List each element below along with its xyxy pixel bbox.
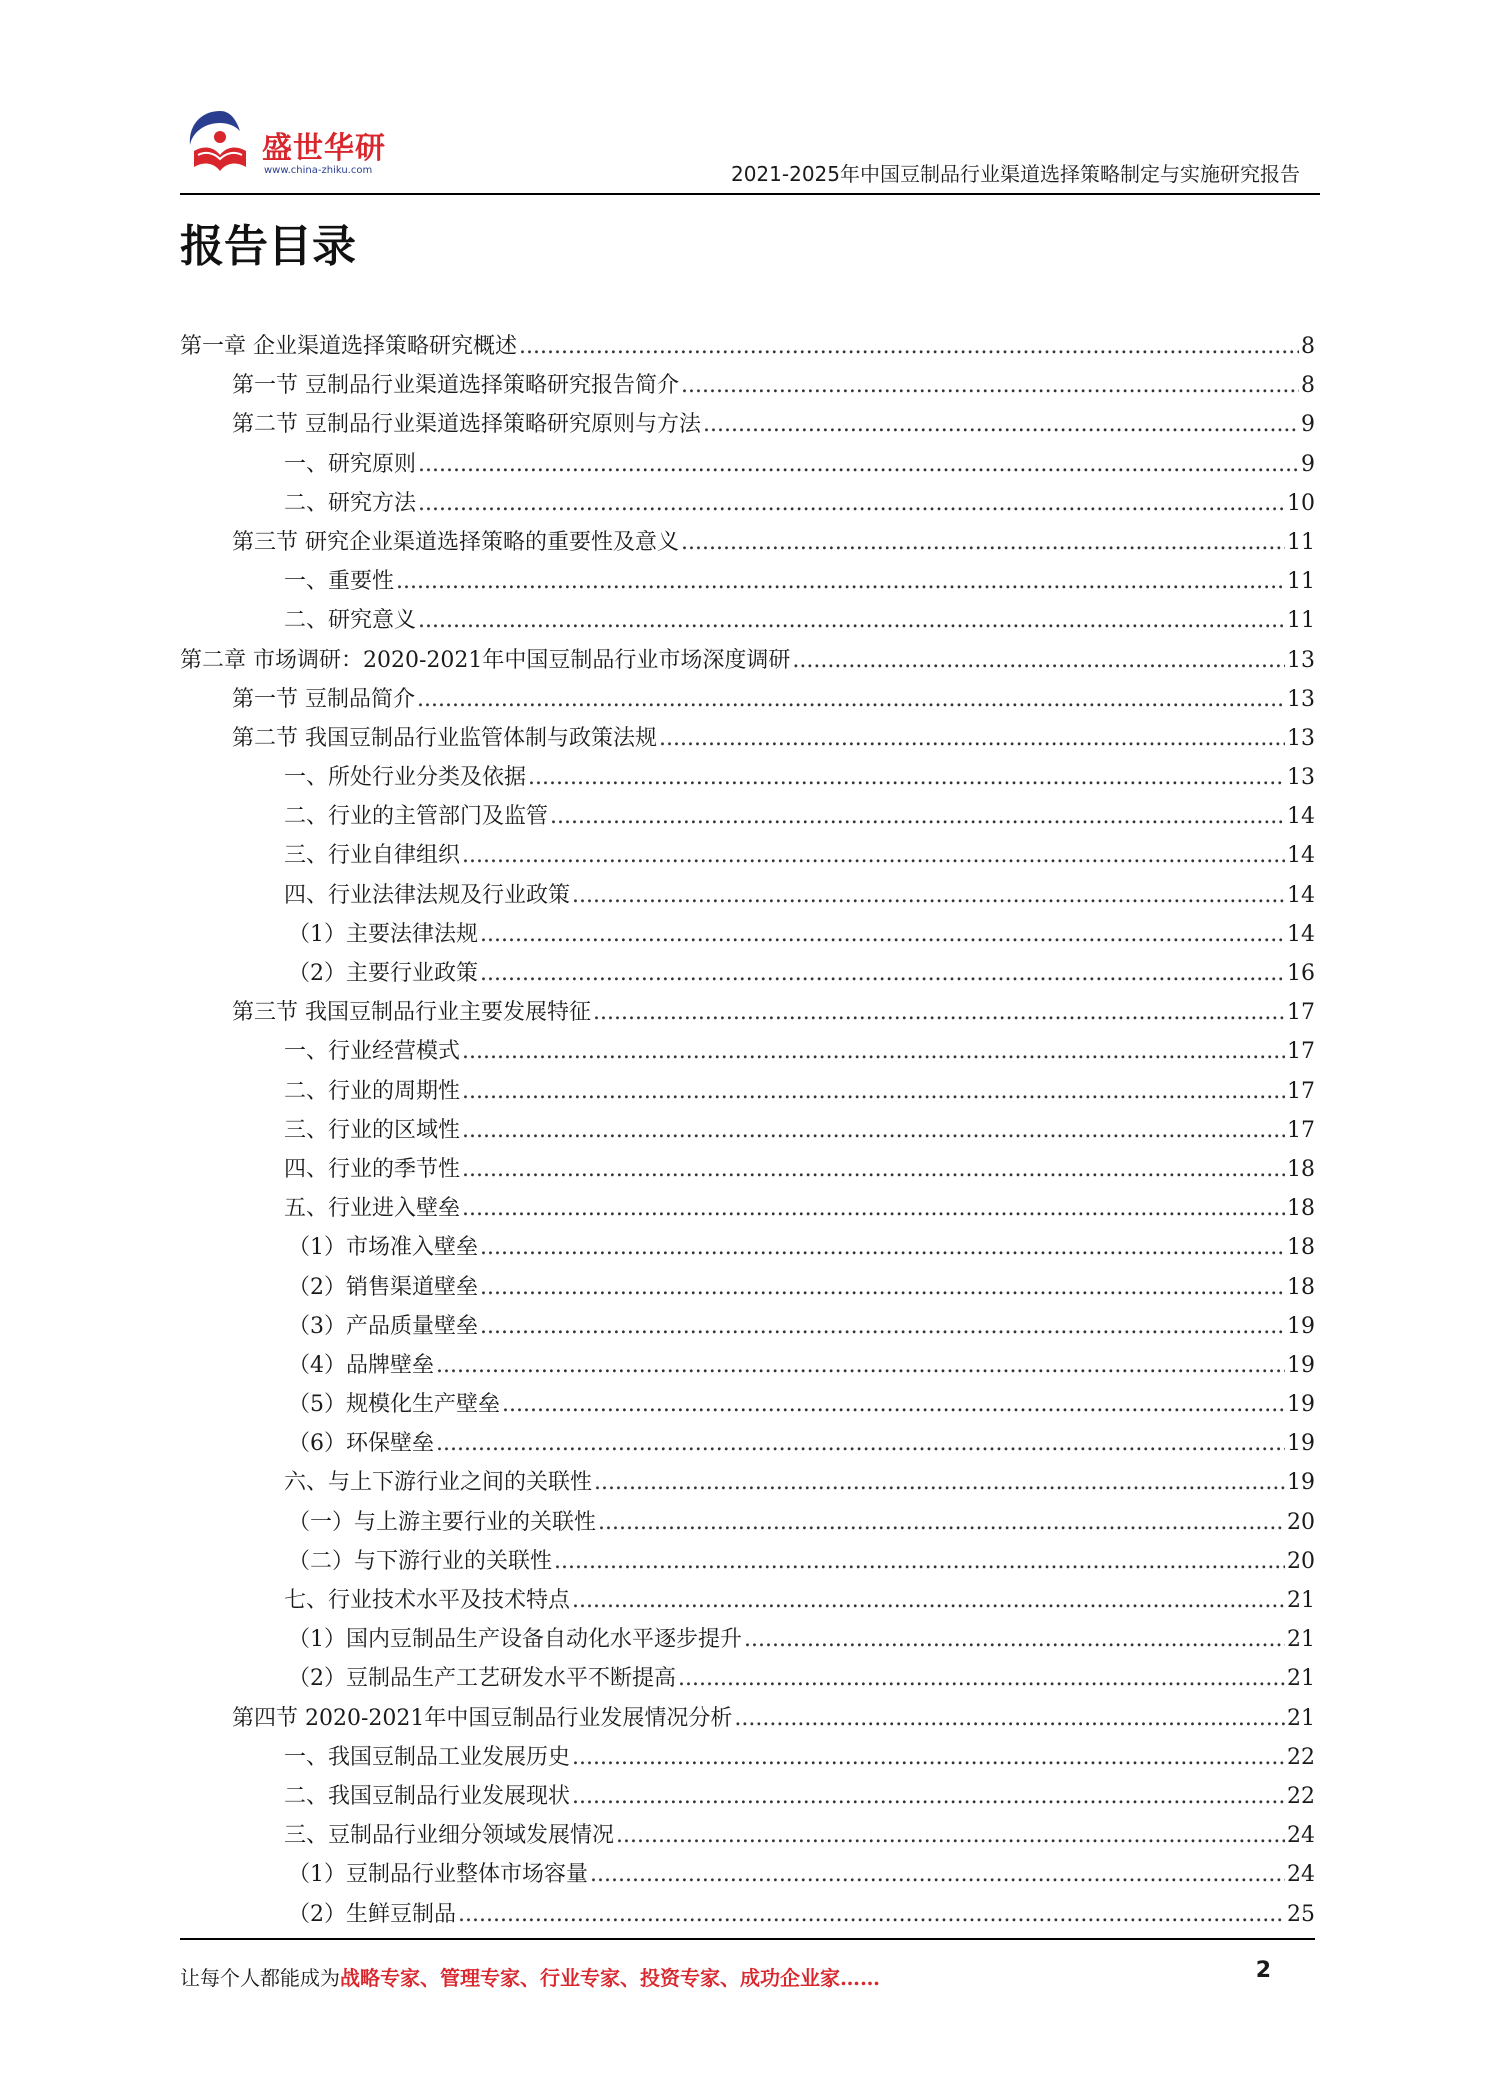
toc-dot-leader: [436, 1346, 1285, 1385]
toc-entry-title: 四、行业法律法规及行业政策: [284, 882, 571, 908]
toc-entry-page: 14: [1287, 882, 1315, 908]
toc-entry-title: （2）生鲜豆制品: [288, 1901, 456, 1927]
toc-entry[interactable]: [180, 641, 1315, 680]
toc-entry[interactable]: [180, 1228, 1315, 1267]
toc-entry-title: （2）豆制品生产工艺研发水平不断提高: [288, 1666, 676, 1692]
toc-entry[interactable]: [180, 1581, 1315, 1620]
toc-entry-page: 14: [1287, 921, 1315, 947]
toc-entry[interactable]: [180, 1855, 1315, 1894]
footer-divider: [180, 1938, 1315, 1940]
slogan-highlight: 战略专家、管理专家、行业专家、投资专家、成功企业家……: [340, 1966, 880, 1990]
toc-entry-page: 17: [1287, 1039, 1315, 1065]
toc-entry[interactable]: [180, 1463, 1315, 1502]
footer-slogan: [180, 1962, 880, 1991]
toc-entry[interactable]: [180, 797, 1315, 836]
toc-entry[interactable]: [180, 993, 1315, 1032]
toc-entry-title: （6）环保壁垒: [288, 1431, 434, 1457]
toc-entry-title: （3）产品质量壁垒: [288, 1313, 478, 1339]
toc-entry-page: 8: [1301, 373, 1315, 399]
toc-dot-leader: [616, 1816, 1285, 1855]
toc-dot-leader: [572, 876, 1285, 915]
toc-dot-leader: [418, 445, 1299, 484]
toc-entry-page: 14: [1287, 843, 1315, 869]
toc-entry-title: 第二节 我国豆制品行业监管体制与政策法规: [232, 725, 657, 751]
toc-dot-leader: [572, 1738, 1285, 1777]
toc-entry-title: 第二章 市场调研：2020-2021年中国豆制品行业市场深度调研: [180, 647, 791, 673]
toc-entry-page: 13: [1287, 647, 1315, 673]
toc-dot-leader: [519, 327, 1299, 366]
toc-dot-leader: [436, 1424, 1285, 1463]
toc-entry-title: 三、行业的区域性: [284, 1117, 461, 1143]
toc-entry-title: （一）与上游主要行业的关联性: [288, 1509, 597, 1535]
toc-entry[interactable]: [180, 366, 1315, 405]
toc-entry-title: 一、行业经营模式: [284, 1039, 461, 1065]
toc-entry[interactable]: [180, 1111, 1315, 1150]
toc-entry-title: （4）品牌壁垒: [288, 1352, 434, 1378]
toc-entry[interactable]: [180, 1816, 1315, 1855]
toc-entry-title: 三、行业自律组织: [284, 843, 461, 869]
toc-entry-title: （1）主要法律法规: [288, 921, 478, 947]
toc-entry-page: 13: [1287, 725, 1315, 751]
toc-dot-leader: [681, 523, 1285, 562]
toc-entry-title: （2）主要行业政策: [288, 961, 478, 986]
toc-entry[interactable]: [180, 836, 1315, 875]
toc-entry-title: （二）与下游行业的关联性: [288, 1548, 553, 1574]
toc-entry-page: 21: [1287, 1627, 1315, 1653]
toc-entry[interactable]: [180, 1424, 1315, 1463]
toc-entry-title: 二、行业的主管部门及监管: [284, 804, 549, 830]
toc-entry[interactable]: [180, 445, 1315, 484]
toc-dot-leader: [502, 1385, 1285, 1424]
toc-dot-leader: [462, 1072, 1285, 1111]
toc-entry-title: 第一节 豆制品行业渠道选择策略研究报告简介: [232, 373, 679, 399]
toc-entry-page: 19: [1287, 1392, 1315, 1418]
toc-entry-title: 五、行业进入壁垒: [284, 1196, 461, 1222]
toc-entry-title: 一、我国豆制品工业发展历史: [284, 1744, 571, 1770]
logo-url: www.china-zhiku.com: [264, 165, 373, 176]
toc-dot-leader: [480, 1268, 1285, 1307]
toc-dot-leader: [418, 601, 1285, 640]
toc-dot-leader: [458, 1895, 1285, 1934]
toc-dot-leader: [462, 1111, 1285, 1150]
toc-entry-title: 一、重要性: [284, 569, 395, 595]
report-title: 2021-2025年中国豆制品行业渠道选择策略制定与实施研究报告: [730, 162, 1300, 186]
toc-entry-page: 20: [1287, 1548, 1315, 1574]
toc-entry-title: （5）规模化生产壁垒: [288, 1392, 500, 1418]
toc-entry[interactable]: [180, 954, 1315, 993]
toc-entry-page: 19: [1287, 1431, 1315, 1457]
toc-entry-page: 24: [1287, 1823, 1315, 1849]
toc-entry-title: （1）豆制品行业整体市场容量: [288, 1862, 588, 1888]
page-header: [180, 100, 1320, 195]
toc-entry-title: 第一章 企业渠道选择策略研究概述: [180, 334, 517, 359]
toc-entry-page: 17: [1287, 1000, 1315, 1026]
toc-entry-page: 19: [1287, 1313, 1315, 1339]
toc-entry-title: 第四节 2020-2021年中国豆制品行业发展情况分析: [232, 1705, 733, 1731]
toc-entry-page: 13: [1287, 686, 1315, 712]
toc-dot-leader: [480, 1307, 1285, 1346]
toc-dot-leader: [681, 366, 1299, 405]
toc-entry[interactable]: [180, 1542, 1315, 1581]
toc-entry[interactable]: [180, 562, 1315, 601]
page-number: 2: [1255, 1958, 1271, 1983]
toc-entry-page: 22: [1287, 1783, 1315, 1809]
toc-entry-title: 三、豆制品行业细分领域发展情况: [284, 1823, 615, 1849]
toc-entry-page: 9: [1301, 412, 1315, 438]
header-divider: [180, 193, 1320, 195]
toc-entry[interactable]: [180, 1385, 1315, 1424]
toc-entry[interactable]: [180, 523, 1315, 562]
toc-entry-page: 18: [1287, 1196, 1315, 1222]
toc-entry[interactable]: [180, 1503, 1315, 1542]
toc-entry-title: 第三节 我国豆制品行业主要发展特征: [232, 1000, 591, 1026]
toc-dot-leader: [734, 1699, 1285, 1738]
toc-entry-title: 七、行业技术水平及技术特点: [284, 1588, 571, 1613]
toc-entry[interactable]: [180, 1699, 1315, 1738]
toc-dot-leader: [792, 641, 1285, 680]
toc-entry[interactable]: [180, 1032, 1315, 1071]
toc-entry[interactable]: [180, 719, 1315, 758]
toc-entry[interactable]: [180, 327, 1315, 366]
toc-entry-page: 17: [1287, 1078, 1315, 1104]
toc-dot-leader: [590, 1855, 1285, 1894]
toc-entry-title: 二、研究意义: [284, 608, 417, 634]
toc-entry[interactable]: [180, 1072, 1315, 1111]
toc-entry[interactable]: [180, 876, 1315, 915]
logo-book-icon: [180, 105, 260, 185]
toc-entry-page: 14: [1287, 804, 1315, 830]
toc-entry-page: 18: [1287, 1274, 1315, 1300]
toc-dot-leader: [678, 1659, 1285, 1698]
toc-dot-leader: [593, 993, 1285, 1032]
toc-dot-leader: [462, 1032, 1285, 1071]
toc-entry[interactable]: [180, 1777, 1315, 1816]
toc-entry-page: 21: [1287, 1705, 1315, 1731]
toc-dot-leader: [396, 562, 1285, 601]
toc-dot-leader: [598, 1503, 1285, 1542]
toc-entry[interactable]: [180, 601, 1315, 640]
toc-entry[interactable]: [180, 680, 1315, 719]
toc-entry-title: （1）国内豆制品生产设备自动化水平逐步提升: [288, 1627, 742, 1653]
toc-entry-title: 六、与上下游行业之间的关联性: [284, 1470, 593, 1496]
toc-dot-leader: [480, 915, 1285, 954]
toc-entry-title: 一、所处行业分类及依据: [284, 765, 527, 791]
toc-dot-leader: [744, 1620, 1285, 1659]
toc-entry-page: 11: [1287, 569, 1315, 595]
slogan-prefix: 让每个人都能成为: [180, 1966, 340, 1990]
toc-dot-leader: [703, 405, 1299, 444]
toc-entry-title: 四、行业的季节性: [284, 1156, 461, 1182]
toc-entry-title: （1）市场准入壁垒: [288, 1235, 478, 1261]
toc-entry-page: 13: [1287, 765, 1315, 791]
toc-entry[interactable]: [180, 1150, 1315, 1189]
toc-entry[interactable]: [180, 915, 1315, 954]
toc-entry[interactable]: [180, 1189, 1315, 1228]
toc-entry-page: 18: [1287, 1156, 1315, 1182]
toc-dot-leader: [480, 954, 1285, 993]
toc-dot-leader: [528, 758, 1285, 797]
toc-dot-leader: [462, 1189, 1285, 1228]
toc-entry[interactable]: [180, 1738, 1315, 1777]
toc-entry-title: 第一节 豆制品简介: [232, 686, 415, 712]
toc-entry-page: 10: [1287, 490, 1315, 516]
toc-entry[interactable]: [180, 1346, 1315, 1385]
toc-entry-page: 16: [1287, 961, 1315, 986]
company-logo: [180, 105, 390, 190]
toc-entry-page: 22: [1287, 1744, 1315, 1770]
toc-dot-leader: [480, 1228, 1285, 1267]
toc-entry[interactable]: [180, 484, 1315, 523]
toc-entry-title: 一、研究原则: [284, 451, 417, 477]
toc-entry-title: （2）销售渠道壁垒: [288, 1274, 478, 1300]
toc-dot-leader: [659, 719, 1285, 758]
toc-entry-page: 24: [1287, 1862, 1315, 1888]
toc-dot-leader: [417, 680, 1285, 719]
toc-dot-leader: [594, 1463, 1285, 1502]
toc-entry[interactable]: [180, 405, 1315, 444]
toc-entry-page: 9: [1301, 451, 1315, 477]
toc-entry-page: 19: [1287, 1352, 1315, 1378]
toc-entry[interactable]: [180, 1659, 1315, 1698]
toc-entry-page: 11: [1287, 529, 1315, 555]
toc-dot-leader: [572, 1777, 1285, 1816]
toc-entry-page: 21: [1287, 1666, 1315, 1692]
toc-entry[interactable]: [180, 1268, 1315, 1307]
logo-name: 盛世华研: [262, 131, 386, 166]
toc-entry-page: 20: [1287, 1509, 1315, 1535]
toc-entry-title: 二、行业的周期性: [284, 1078, 461, 1104]
table-of-contents: [180, 327, 1315, 1934]
toc-entry-page: 17: [1287, 1117, 1315, 1143]
toc-entry-title: 第二节 豆制品行业渠道选择策略研究原则与方法: [232, 412, 701, 438]
toc-dot-leader: [554, 1542, 1285, 1581]
toc-entry-page: 19: [1287, 1470, 1315, 1496]
toc-entry[interactable]: [180, 758, 1315, 797]
toc-entry-page: 8: [1301, 334, 1315, 359]
toc-dot-leader: [462, 836, 1285, 875]
page-title: 报告目录: [180, 221, 356, 272]
toc-dot-leader: [572, 1581, 1285, 1620]
toc-entry-page: 11: [1287, 608, 1315, 634]
toc-entry-title: 第三节 研究企业渠道选择策略的重要性及意义: [232, 529, 679, 555]
toc-entry-title: 二、研究方法: [284, 490, 417, 516]
toc-entry[interactable]: [180, 1895, 1315, 1934]
toc-entry-title: 二、我国豆制品行业发展现状: [284, 1783, 571, 1809]
toc-dot-leader: [418, 484, 1285, 523]
toc-entry[interactable]: [180, 1620, 1315, 1659]
toc-entry-page: 25: [1287, 1901, 1315, 1927]
toc-dot-leader: [462, 1150, 1285, 1189]
toc-dot-leader: [550, 797, 1285, 836]
toc-entry-page: 21: [1287, 1588, 1315, 1613]
toc-entry-page: 18: [1287, 1235, 1315, 1261]
toc-entry[interactable]: [180, 1307, 1315, 1346]
